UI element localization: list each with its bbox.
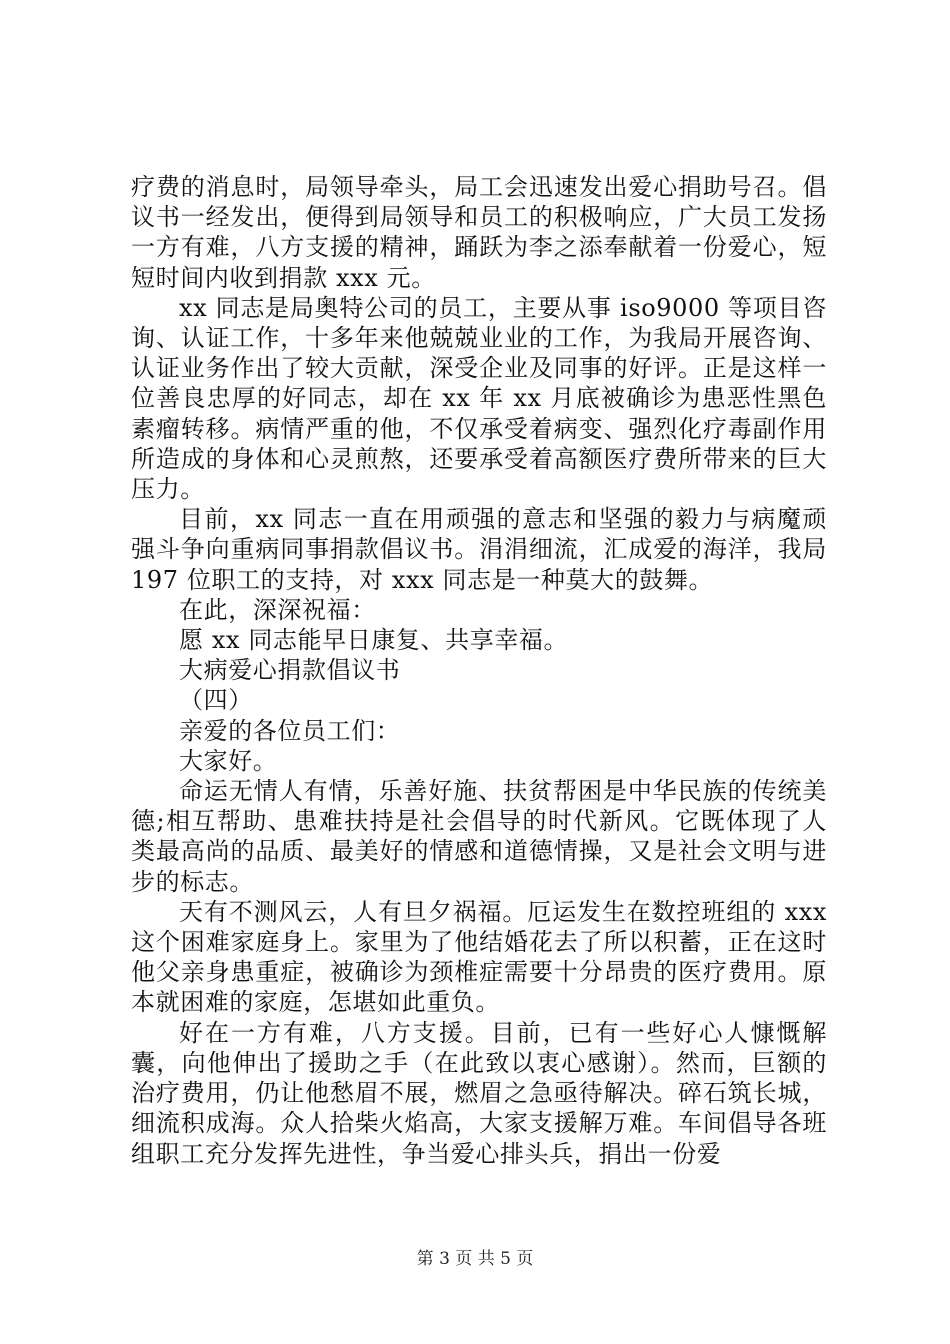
section-number: （四）: [179, 686, 253, 715]
page-number: 第 3 页 共 5 页: [416, 1249, 534, 1269]
paragraph-3: 目前，xx 同志一直在用顽强的意志和坚强的毅力与病魔顽强斗争向重病同事捐款倡议书。涓涓细流，汇成爱的海洋，我局 197 位职工的支持，对 xxx 同志是一种莫大的鼓舞。: [131, 505, 827, 594]
section-title: 大病爱心捐款倡议书: [179, 656, 401, 685]
blessing-text: 愿 xx 同志能早日康复、共享幸福。: [179, 626, 569, 655]
paragraph-6: 好在一方有难，八方支援。目前，已有一些好心人慷慨解囊，向他伸出了援助之手（在此致以衷心感谢）。然而，巨额的治疗费用，仍让他愁眉不展，燃眉之急亟待解决。碎石筑长城，细流积成海。众人拾柴火焰高，大家支援解万难。车间倡导各班组职工充分发挥先进性，争当爱心排头兵，捐出一份爱: [131, 1018, 827, 1168]
paragraph-1: 疗费的消息时，局领导牵头，局工会迅速发出爱心捐助号召。倡议书一经发出，便得到局领导和员工的积极响应，广大员工发扬一方有难，八方支援的精神，踊跃为李之添奉献着一份爱心，短短时间内收到捐款 xxx 元。: [131, 173, 827, 292]
greeting: 大家好。: [179, 746, 278, 775]
paragraph-2: xx 同志是局奥特公司的员工，主要从事 iso9000 等项目咨询、认证工作，十多年来他兢兢业业的工作，为我局开展咨询、认证业务作出了较大贡献，深受企业及同事的好评。正是这样一位善良忠厚的好同志，却在 xx 年 xx 月底被确诊为患恶性黑色素瘤转移。病情严重的他，不仅承受着病变、强烈化疗毒副作用所造成的身体和心灵煎熬，还要承受着高额医疗费所带来的巨大压力。: [131, 293, 827, 504]
document-body: [131, 172, 827, 1169]
blessing-intro: 在此，深深祝福：: [179, 595, 376, 624]
paragraph-4: 命运无情人有情，乐善好施、扶贫帮困是中华民族的传统美德;相互帮助、患难扶持是社会倡导的时代新风。它既体现了人类最高尚的品质、最美好的情感和道德情操，又是社会文明与进步的标志。: [131, 777, 827, 896]
salutation: 亲爱的各位员工们：: [179, 716, 401, 745]
paragraph-5: 天有不测风云，人有旦夕祸福。厄运发生在数控班组的 xxx 这个困难家庭身上。家里为了他结婚花去了所以积蓄，正在这时他父亲身患重症，被确诊为颈椎症需要十分昂贵的医疗费用。原本就困难的家庭，怎堪如此重负。: [131, 897, 827, 1017]
